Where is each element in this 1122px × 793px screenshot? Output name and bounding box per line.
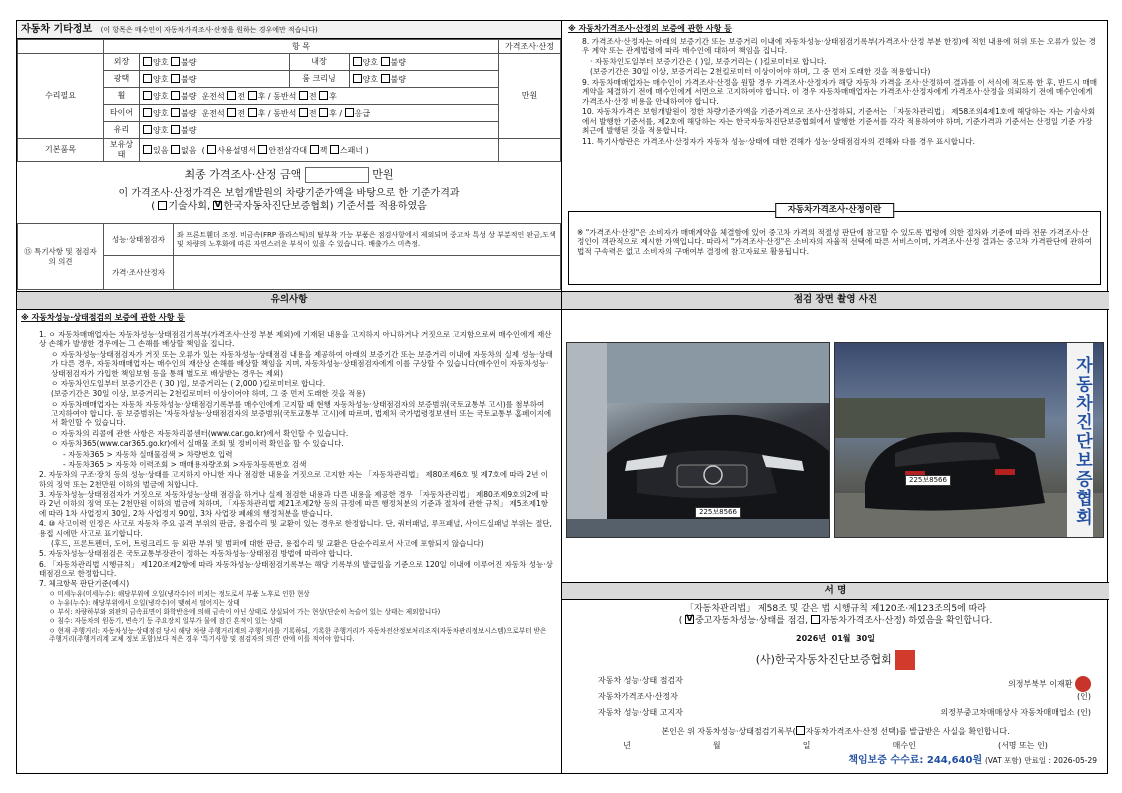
sig-row-inspector: 자동차 성능·상태 점검자 의정부북부 이재환 — [562, 676, 1109, 692]
price-notes-title: ※ 자동차가격조사·산정의 보증에 관한 사항 등 — [568, 24, 732, 33]
final-price-row: 최종 가격조사·산정 금액 만원 — [184, 168, 394, 181]
checkbox[interactable] — [143, 125, 152, 134]
checkbox[interactable] — [171, 74, 180, 83]
buyer-sign-row: 년 월 일 매수인 (서명 또는 인) — [623, 740, 1048, 750]
special-label: ⑮ 특기사항 및 점검자의 의견 — [18, 224, 104, 290]
photos-signature-section — [562, 291, 1109, 775]
buyer-confirm-text: 본인은 위 자동차성능·상태점검기록부( 자동차가격조사·산정 선택)를 발급받은 사실을 확인합니다. — [661, 726, 1010, 736]
definition-title: 자동차가격조사·산정이란 — [775, 203, 895, 218]
checkbox[interactable] — [353, 57, 362, 66]
org-seal — [895, 650, 915, 670]
checkbox[interactable] — [143, 91, 152, 100]
definition-box — [568, 205, 1101, 285]
checkbox[interactable] — [171, 91, 180, 100]
price-unit: 만원 — [499, 54, 561, 139]
org-name: (사)한국자동차진단보증협회 — [562, 650, 1109, 670]
other-info-title: 자동차 기타정보 — [21, 24, 93, 35]
cautions-section: 유의사항 ※ 자동차성능·상태점검의 보증에 관한 사항 등 1. ㅇ 자동차매매업자는 자동차성능·상태점검기록부(가격조사·산정 부분 제외)에 기재된 내용을 고지하지 아니하거나 거짓으로 고지함으로써 매수인에게 재산상 손해가 발생한 경우에는 그 손해를 배상할 책임을 집니다. ㅇ 자동차성능·상태점검자가 거짓 또는 오류가 있는 자동차성능·상태점검 내용을 제공하여 아래의 보증기간 또는 보증거리 이내에 자동차의 실제 성능·상태가 다른 경우, 자동차매매업자는 매수인의 재산상 손해를 배상할 책임을 지며, 자동차성능·상태점검자에게 이를 구상할 수 있습니다(매수인이 자동차성능·상태점검자가 가입한 책임보험 등을 통해 별도로 배상받는 경우는 제외) ㅇ 자동차인도일부터 보증기간은 ( 30 )일, 보증거리는 ( 2,000 )킬로미터로 합니다. (보증기간은 30일 이상, 보증거리는 2천킬로미터 이상이어야 하며, 그 중 먼저 도래한 것을 적용) ㅇ 자동차매매업자는 자동차 자동차성능·상태점검기록부를 매수인에게 고지할 때 현행 자동차성능·상태점검자의 보증범위(국토교통부 고시)를 첨부하여 고지하여야 합니다. 동 보증범위는 '자동차성능·상태점검자의 보증범위(국토교통부 고시)에 따르며, 법제처 국가법령정보센터 또는 국토교통부 홈페이지에서 확인할 수 있습니다. ㅇ 자동차의 리콜에 관한 사항은 자동차리콜센터(www.car.go.kr)에서 확인할 수 있습니다. ㅇ 자동차365(www.car365.go.kr)에서 실매물 조회 및 정비이력 확인을 할 수 있습니다. - 자동차365 > 자동차 실매물검색 > 차량번호 입력 - 자동차365 > 자동차 이력조회 > 매매용자량조회 >자동차등록번호 검색 2. 자동차의 구조·장치 등의 성능·상태를 고지하지 아니한 자나 점검한 내용을 거짓으로 고지한 자는 「자동차관리법」 제80조제6호 및 제7호에 따라 2년 이하의 징역 또는 2천만원 이하의 벌금에 처합니다. 3. 자동차성능·상태점검자가 거짓으로 자동차성능·상태 점검을 하거나 실제 점검한 내용과 다른 내용을 제공한 경우 「자동차관리법」 제80조제9호의2에 따라 2년 이하의 징역 또는 2천만원 이하의 벌금에 처하며, 「자동차관리법 제21조제2항 등의 규정에 따른 행정처분의 기준과 절차에 관한 규칙」 제5조제1항에 따라 1차 사업정지 30일, 2차 사업정지 90일, 3차 사업장 폐쇄의 행정처분을 받습니다. 4. ⑩ 사고이력 인정은 사고로 자동차 주요 골격 부위의 판금, 용접수리 및 교환이 있는 경우로 한정합니다. 단, 쿼터패널, 루프패널, 사이드실패널 부위는 절단, 용접 시에만 사고로 표기합니다. (후드, 프론트펜더, 도어, 트렁크리드 등 외판 부위 및 범퍼에 대한 판금, 용접수리 및 교환은 단순수리로서 사고에 포함되지 않습니다) 5. 자동차성능·상태점검은 국토교통부장관이 정하는 자동차성능·상태점검 방법에 따라야 합니다. 6. 「자동차관리법 시행규칙」 제120조제2항에 따라 자동차성능·상태점검기록부는 해당 기록부의 발급일을 기준으로 120일 이내에 이루어진 자동차 성능·상태점검으로 한정합니다. 7. 체크항목 판단기준(예시) ㅇ 미세누유(미세누수): 해당부위에 오일(냉각수)이 비치는 정도로서 부품 노후로 인한 현상 ㅇ 누유(누수): 해당부위에서 오일(냉각수)이 맺혀서 떨어지는 상태 ㅇ 부식: 차량하부와 외판의 금속표면이 화학반응에 의해 금속이 아닌 상태로 상실되어 가는 현상(단순히 녹슬어 있는 상태는 제외합니다) ㅇ 침수: 자동차의 원동기, 변속기 등 주요장치 일부가 물에 잠긴 흔적이 있는 상태 ㅇ 현재 주행거리: 자동차성능·상태점검 당시 해당 차량 주행거리계의 주행거리를 기록하되, 기록한 주행거리가 자동차전산정보처리조직(자동차관리정보시스템)으로부터 받은 주행거리(주행거리계 교체 정보 포함)보다 적은 경우 '특기사항 및 점검자의 의견' 란에 이를 적어야 합니다. — [17, 291, 561, 775]
repair-label: 수리필요 — [18, 54, 104, 139]
photos-title: 점검 장면 촬영 사진 — [562, 292, 1109, 310]
checkbox[interactable] — [381, 74, 390, 83]
other-info-section: 자동차 기타정보 (이 항목은 매수인이 자동차가격조사·산정을 원하는 경우에만 적습니다) 항 목 가격조사·산정 수리필요 외장 양호 불량 내장 양호 불량 만원 광택 양호 불량 룸 크리닝 양호 불량 휠 양호 불량 운전석 전 후 / 동반석 전 후 타이어 양호 불량 운전석 전 후 / 동반석 전 후 / 응급 유리 양호 불량 기본품목 보유상태 있음 없음 ( 사용설명서 안전삼각대 잭 스패너 ) 최종 가격조사·산정 금액 만원 이 가격조사·산정가격은 보험개발원의 차량기준가액을 바탕으로 한 기준가격과 ( 기술사회, V한국자동차진단보증협회) 기준서를 적용하였음 ⑮ 특기사항 및 점검자의 의견 성능·상태점검자 좌 프론트휀더 조정. 비금속(FRP 플라스틱)의 탈부착 가능 부품은 점검사항에서 제외되며 중고차 특성 상 부분적인 판금,도색 및 차량의 노후화에 따른 자연스러운 부식이 있을 수 있습니다. 배출가스 미측정. 가격·조사산정자 — [17, 21, 561, 291]
expiry-date: 만료일 : 2026-05-29 — [1024, 755, 1097, 765]
inspection-photo-rear — [834, 342, 1104, 538]
signature-title: 서 명 — [562, 582, 1109, 600]
association-banner: 자동차진단보증협회 — [1067, 343, 1093, 538]
checkbox[interactable] — [381, 57, 390, 66]
signature-date: 2026년 01월 30일 — [796, 633, 875, 643]
fee-row: 책임보증 수수료: 244,640원 (VAT 포함) 만료일 : 2026-05-29 — [848, 754, 1097, 766]
license-plate-front: 225보8566 — [695, 507, 741, 518]
checkbox[interactable] — [171, 125, 180, 134]
sig-row-pricer: 자동차가격조사·산정자 (인) — [598, 691, 1091, 701]
inspector-stamp — [1075, 676, 1091, 692]
fee-label: 책임보증 수수료: 244,640원 — [848, 754, 983, 766]
checkbox[interactable] — [143, 108, 152, 117]
basis-text: 이 가격조사·산정가격은 보험개발원의 차량기준가액을 바탕으로 한 기준가격과 ( 기술사회, V한국자동차진단보증협회) 기준서를 적용하였음 — [17, 188, 561, 213]
checkbox[interactable] — [353, 74, 362, 83]
header-price: 가격조사·산정 — [499, 40, 561, 54]
license-plate-rear: 225보8566 — [905, 475, 951, 486]
inspection-record-page — [16, 20, 1108, 774]
pricer-opinion[interactable] — [174, 256, 561, 290]
price-notes-section: ※ 자동차가격조사·산정의 보증에 관한 사항 등 8. 가격조사·산정자는 아래의 보증기간 또는 보증거리 이내에 자동차성능·상태점검기록부(가격조사·산정 부분 한정)에 적힌 내용에 허위 또는 오류가 있는 경우 계약 또는 관계법령에 따라 매수인에 대하여 책임을 집니다. · 자동차인도일부터 보증기간은 ( )일, 보증거리는 ( )킬로미터로 합니다. (보증기간은 30일 이상, 보증거리는 2천킬로미터 이상이어야 하며, 그 중 먼저 도래한 것을 적용합니다) 9. 자동차매매업자는 매수인이 가격조사·산정을 원할 경우 가격조사·산정자가 해당 자동차 가격을 조사·산정하여 결과를 이 서식에 적도록 한 후, 반드시 매매계약을 체결하기 전에 매수인에게 서면으로 고지하여야 합니다. 이 경우 자동차매매업자는 가격조사·산정자에게 가격조사·산정을 의뢰하기 전에 매수인에게 가격조사·산정 비용을 안내하여야 합니다. 10. 자동차가격은 보험개발원이 정한 차량기준가액을 기준가격으로 조사·산정하되, 기준서는 「자동차관리법」 제58조의4제1호에 해당하는 자는 기술사회에서 발행한 기준서를, 제2호에 해당하는 자는 한국자동차진단보증협회에서 발행한 기준서를 각각 적용하여야 하며, 기준가격과 기준서는 산정일 기준 가장 최근에 발행된 것을 적용합니다. 11. 특기사항란은 가격조사·산정자가 자동차 성능·상태에 대한 견해가 성능·상태점검자의 견해와 다를 경우 표시합니다. 자동차가격조사·산정이란 ※ "가격조사·산정"은 소비자가 매매계약을 체결함에 있어 중고차 가격의 적절성 판단에 참고할 수 있도록 법령에 의한 절차와 기준에 따라 전문 가격조사·산정인이 객관적으로 제시한 가액입니다. 따라서 "가격조사·산정"은 소비자의 자율적 선택에 따른 서비스이며, 가격조사·산정 결과는 중고차 가격판단에 관하여 법적 구속력은 없고 소비자의 구매여부 결정에 참고자료로 활용됩니다. — [562, 21, 1109, 291]
checkbox[interactable] — [171, 108, 180, 117]
inspection-photo-front — [566, 342, 830, 538]
checkbox[interactable] — [171, 57, 180, 66]
definition-text: ※ "가격조사·산정"은 소비자가 매매계약을 체결함에 있어 중고차 가격의 적절성 판단에 참고할 수 있도록 법령에 의한 절차와 기준에 따라 전문 가격조사·산정인이 객관적으로 제시한 가액입니다. 따라서 "가격조사·산정"은 소비자의 자율적 선택에 따른 서비스이며, 가격조사·산정 결과는 중고차 가격판단에 관하여 법적 구속력은 없고 소비자의 구매여부 결정에 참고자료로 활용됩니다. — [577, 228, 1092, 256]
cautions-title: 유의사항 — [17, 292, 561, 310]
signature-block: 「자동차관리법」 제58조 및 같은 법 시행규칙 제120조·제123조의5에 따라 ( V중고자동차성능·상태를 점검, 자동차가격조사·산정) 하였음을 확인합니다. 2026년 01월 30일 (사)한국자동차진단보증협회 자동차 성능·상태 점검자 의정부북부 이재환 자동차가격조사·산정자 (인) 자동차 성능·상태 고지자 의정부중고차매매상사 자동차매매업소 (인) 본인은 위 자동차성능·상태점검기록부( 자동차가격조사·산정 선택)를 발급받은 사실을 확인합니다. 년 월 일 매수인 (서명 또는 인) 책임보증 수수료: 244,640원 (VAT 포함) 만료일 : 2026-05-29 — [562, 604, 1109, 767]
cautions-subtitle: ※ 자동차성능·상태점검의 보증에 관한 사항 등 — [21, 313, 185, 322]
other-info-subtitle: (이 항목은 매수인이 자동차가격조사·산정을 원하는 경우에만 적습니다) — [100, 26, 318, 34]
checkbox[interactable] — [143, 74, 152, 83]
header-item: 항 목 — [104, 40, 499, 54]
sig-row-notifier: 자동차 성능·상태 고지자 의정부중고차매매상사 자동차매매업소 (인) — [598, 707, 1091, 717]
checkbox[interactable] — [143, 57, 152, 66]
final-price-input[interactable] — [305, 167, 369, 183]
inspector-opinion: 좌 프론트휀더 조정. 비금속(FRP 플라스틱)의 탈부착 가능 부품은 점검사항에서 제외되며 중고차 특성 상 부분적인 판금,도색 및 차량의 노후화에 따른 자연스러운 부식이 있을 수 있습니다. 배출가스 미측정. — [174, 224, 561, 256]
